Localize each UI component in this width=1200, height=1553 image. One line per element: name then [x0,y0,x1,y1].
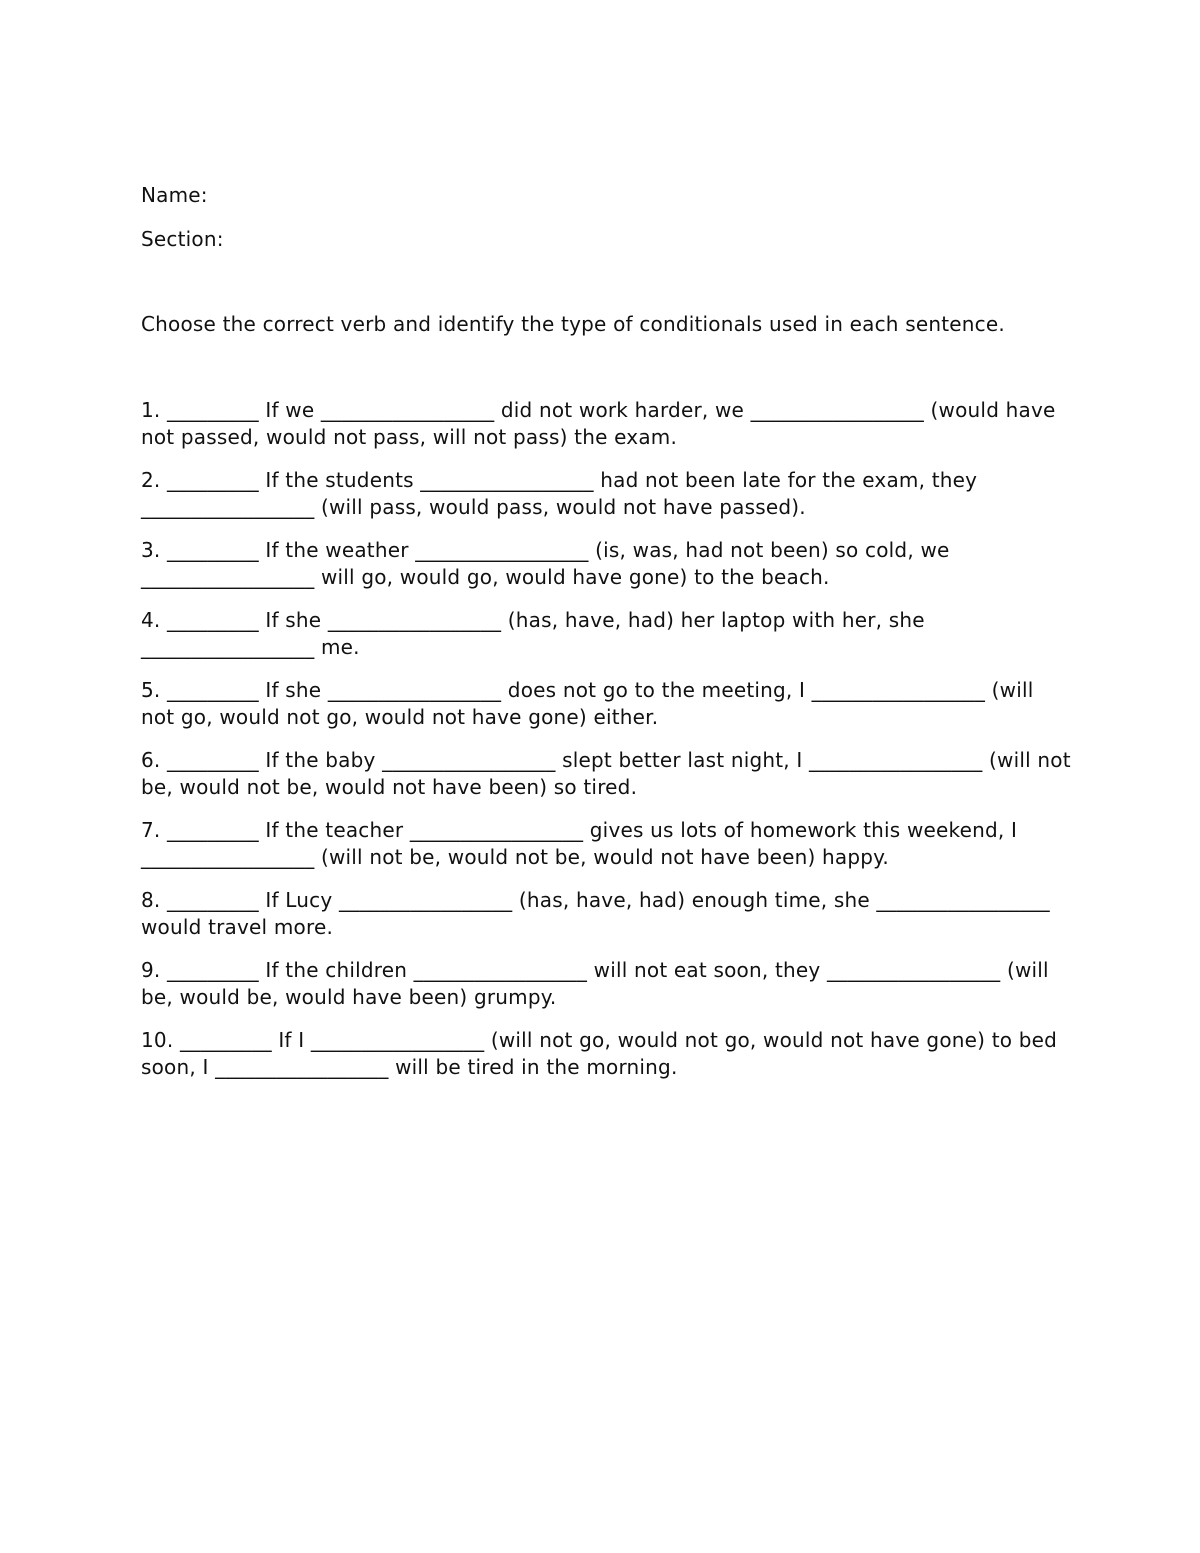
question-9: 9. _________ If the children _________________ will not eat soon, they _________________ (will be, would be, would have been) grumpy. [141,958,1049,1009]
question-3: 3. _________ If the weather _________________ (is, was, had not been) so cold, we _________________ will go, would go, would have gone) to the beach. [141,538,950,589]
instructions: Choose the correct verb and identify the type of conditionals used in each sentence. [141,312,1005,336]
question-2: 2. _________ If the students _________________ had not been late for the exam, they _________________ (will pass, would pass, would not have passed). [141,468,978,519]
question-6: 6. _________ If the baby _________________ slept better last night, I _________________ (will not be, would not be, would not have been) so tired. [141,748,1071,799]
question-5: 5. _________ If she _________________ does not go to the meeting, I _________________ (will not go, would not go, would not have gone) either. [141,678,1034,729]
question-8: 8. _________ If Lucy _________________ (has, have, had) enough time, she _________________ would travel more. [141,888,1050,939]
question-1: 1. _________ If we _________________ did not work harder, we _________________ (would have not passed, would not pass, will not pass) the exam. [141,398,1056,449]
question-10: 10. _________ If I _________________ (will not go, would not go, would not have gone) to bed soon, I _________________ will be tired in the morning. [141,1028,1058,1079]
section-label: Section: [141,227,224,251]
question-4: 4. _________ If she _________________ (has, have, had) her laptop with her, she _________________ me. [141,608,925,659]
question-list [141,397,1071,1097]
question-7: 7. _________ If the teacher _________________ gives us lots of homework this weekend, I _________________ (will not be, would not be, would not have been) happy. [141,818,1018,869]
name-label: Name: [141,183,208,207]
